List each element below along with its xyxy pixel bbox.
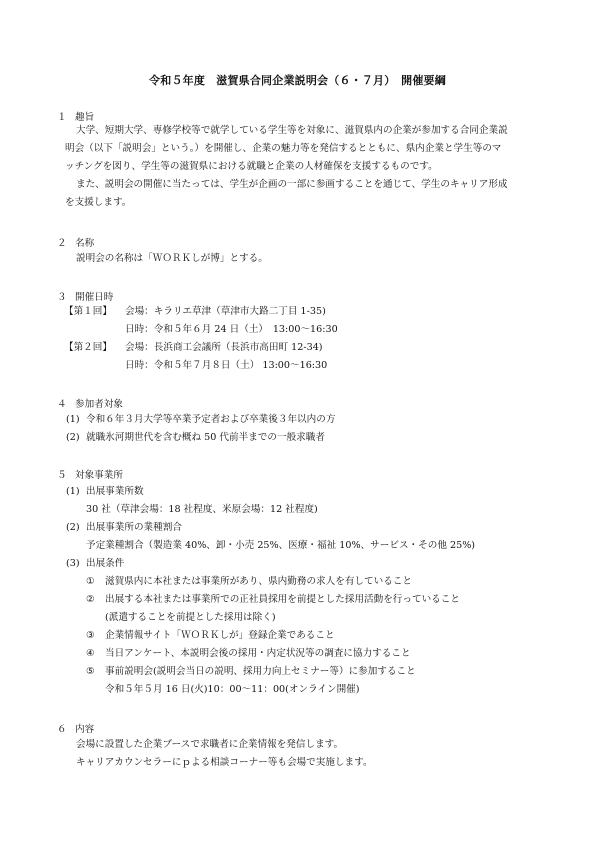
item-number: (2) (66, 432, 80, 443)
list-item: 出展事業所数 (86, 486, 144, 497)
item-detail: 30 社（草津会場：18 社程度、米原会場：12 社程度) (86, 504, 318, 515)
condition-item: 滋賀県内に本社または事業所があり、県内勤務の求人を有していること (105, 576, 412, 587)
venue-line: 会場：長浜商工会議所（長浜市高田町 12-34) (125, 342, 323, 353)
condition-number: ② (86, 594, 95, 605)
item-number: (1) (66, 414, 80, 425)
condition-item-continued: (派遣することを前提とした採用は除く) (105, 612, 276, 623)
list-item: 出展事業所の業種割合 (86, 522, 182, 533)
section-number: ４ (57, 399, 67, 410)
condition-item: 事前説明会(説明会当日の説明、採用力向上セミナー等）に参加すること (105, 666, 416, 677)
paragraph-line: 大学、短期大学、専修学校等で就学している学生等を対象に、滋賀県内の企業が参加する合同企業説 (76, 125, 508, 136)
round-label: 【第２回】 (64, 342, 112, 353)
condition-number: ① (86, 576, 95, 587)
condition-item: 企業情報サイト「ＷＯＲＫしが」登録企業であること (105, 630, 335, 641)
paragraph-line: また、説明会の開催に当たっては、学生が企画の一部に参画することを通じて、学生のキャリア形成 (76, 179, 508, 190)
section-title: 名称 (75, 238, 95, 249)
section-number: １ (57, 112, 67, 123)
date-line: 日時：令和５年７月８日（土） 13:00～16:30 (125, 360, 328, 371)
section-title: 参加者対象 (75, 399, 123, 410)
list-item: 出展条件 (86, 558, 125, 569)
section-number: ３ (57, 292, 67, 303)
section-title: 対象事業所 (75, 470, 123, 481)
list-item: 就職氷河期世代を含む概ね 50 代前半までの一般求職者 (86, 432, 325, 443)
document-title: 令和５年度 滋賀県合同企業説明会（６・７月） 開催要綱 (149, 74, 446, 87)
section-title: 開催日時 (75, 292, 114, 303)
paragraph-line: キャリアカウンセラーにｐよる相談コーナー等も会場で実施します。 (76, 757, 373, 768)
condition-item: 当日アンケート、本説明会後の採用・内定状況等の調査に協力すること (105, 648, 411, 659)
section-number: ５ (57, 470, 67, 481)
item-number: (2) (66, 522, 80, 533)
section-number: ６ (57, 724, 67, 735)
list-item: 令和６年３月大学等卒業予定者および卒業後３年以内の方 (86, 414, 336, 425)
section-title: 趣旨 (75, 112, 95, 123)
condition-number: ④ (86, 648, 95, 659)
item-number: (3) (66, 558, 80, 569)
section-number: ２ (57, 238, 67, 249)
round-label: 【第１回】 (64, 306, 112, 317)
item-detail: 予定業種割合（製造業 40%、卸・小売 25%、医療・福祉 10%、サービス・その他 25%) (86, 540, 476, 551)
section-title: 内容 (75, 724, 95, 735)
venue-line: 会場：キラリエ草津（草津市大路二丁目 1-35) (125, 306, 326, 317)
paragraph-line: を支援します。 (65, 197, 132, 208)
item-number: (1) (66, 486, 80, 497)
condition-number: ③ (86, 630, 95, 641)
condition-item: 出展する本社または事業所での正社員採用を前提とした採用活動を行っていること (105, 594, 460, 605)
date-line: 日時：令和５年６月 24 日（土） 13:00～16:30 (125, 324, 338, 335)
condition-item-continued: 令和５年５月 16 日(火)10：00～11：00(オンライン開催) (105, 684, 360, 695)
condition-number: ⑤ (86, 666, 95, 677)
paragraph-line: 説明会の名称は「ＷＯＲＫしが博」とする。 (76, 253, 268, 264)
paragraph-line: 明会（以下「説明会」という。）を開催し、企業の魅力等を発信するとともに、県内企業と学生等のマ (65, 143, 502, 154)
paragraph-line: 会場に設置した企業ブースで求職者に企業情報を発信します。 (76, 739, 344, 750)
paragraph-line: ッチングを図り、学生等の滋賀県における就職と企業の人材確保を支援するものです。 (65, 161, 438, 172)
